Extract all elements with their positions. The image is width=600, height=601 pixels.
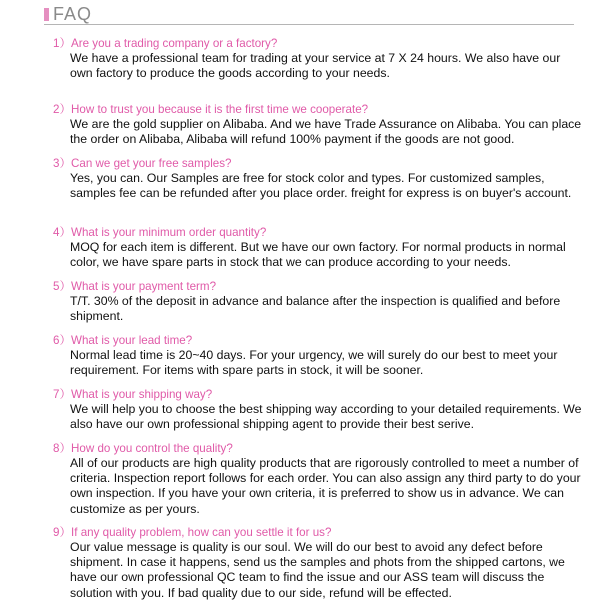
faq-item [53,102,583,156]
faq-answer: MOQ for each item is different. But we have our own factory. For normal products in normal color, we have spare parts in stock that we can produce according to your needs. [70,240,566,270]
faq-header [44,2,574,25]
faq-question: 2）How to trust you because it is the first time we cooperate? [53,103,369,116]
faq-question: 6）What is your lead time? [53,334,193,347]
faq-question: 3）Can we get your free samples? [53,157,232,170]
faq-answer: We will help you to choose the best shipping way according to your detailed requirements. We also have our own professional shipping agent to provide their best serive. [70,402,582,432]
faq-answer: Yes, you can. Our Samples are free for stock color and types. For customized samples, samples fee can be refunded after you place order. freight for express is on buyer's account. [70,171,572,201]
faq-title: FAQ [53,4,93,24]
faq-question: 1）Are you a trading company or a factory? [53,37,278,50]
faq-item [53,525,583,601]
faq-list [53,36,583,601]
faq-answer: All of our products are high quality products that are rigorously controlled to meet a number of criteria. Inspection report follows for each order. You can also assign any third party to do your own inspection. If you have your own criteria, it is preferred to show us in advance. We can customize as per yours. [70,456,581,516]
faq-answer: Normal lead time is 20~40 days. For your urgency, we will surely do our best to meet your requirement. For items with spare parts in stock, it will be sooner. [70,348,558,378]
faq-question: 7）What is your shipping way? [53,388,213,401]
faq-answer: We have a professional team for trading at your service at 7 X 24 hours. We also have our own factory to produce the goods according to your needs. [70,51,561,81]
faq-question: 8）How do you control the quality? [53,442,233,455]
faq-answer: We are the gold supplier on Alibaba. And we have Trade Assurance on Alibaba. You can place the order on Alibaba, Alibaba will refund 100% payment if the goods are not good. [70,117,582,147]
faq-question: 5）What is your payment term? [53,280,217,293]
faq-answer: T/T. 30% of the deposit in advance and balance after the inspection is qualified and before shipment. [70,294,561,324]
faq-question: 4）What is your minimum order quantity? [53,226,267,239]
faq-item [53,279,583,333]
faq-item [53,36,583,102]
faq-item [53,441,583,525]
faq-item [53,156,583,225]
faq-answer: Our value message is quality is our soul. We will do our best to avoid any defect before shipment. In case it happens, send us the samples and phots from the shipped cartons, we have our own professional QC team to find the issue and our ASS team will discuss the solution with you. If bad quality due to our side, refund will be effected. [70,540,565,600]
faq-accent-bar [44,8,49,21]
faq-item [53,333,583,387]
faq-question: 9）If any quality problem, how can you settle it for us? [53,526,332,539]
faq-item [53,225,583,279]
faq-item [53,387,583,441]
